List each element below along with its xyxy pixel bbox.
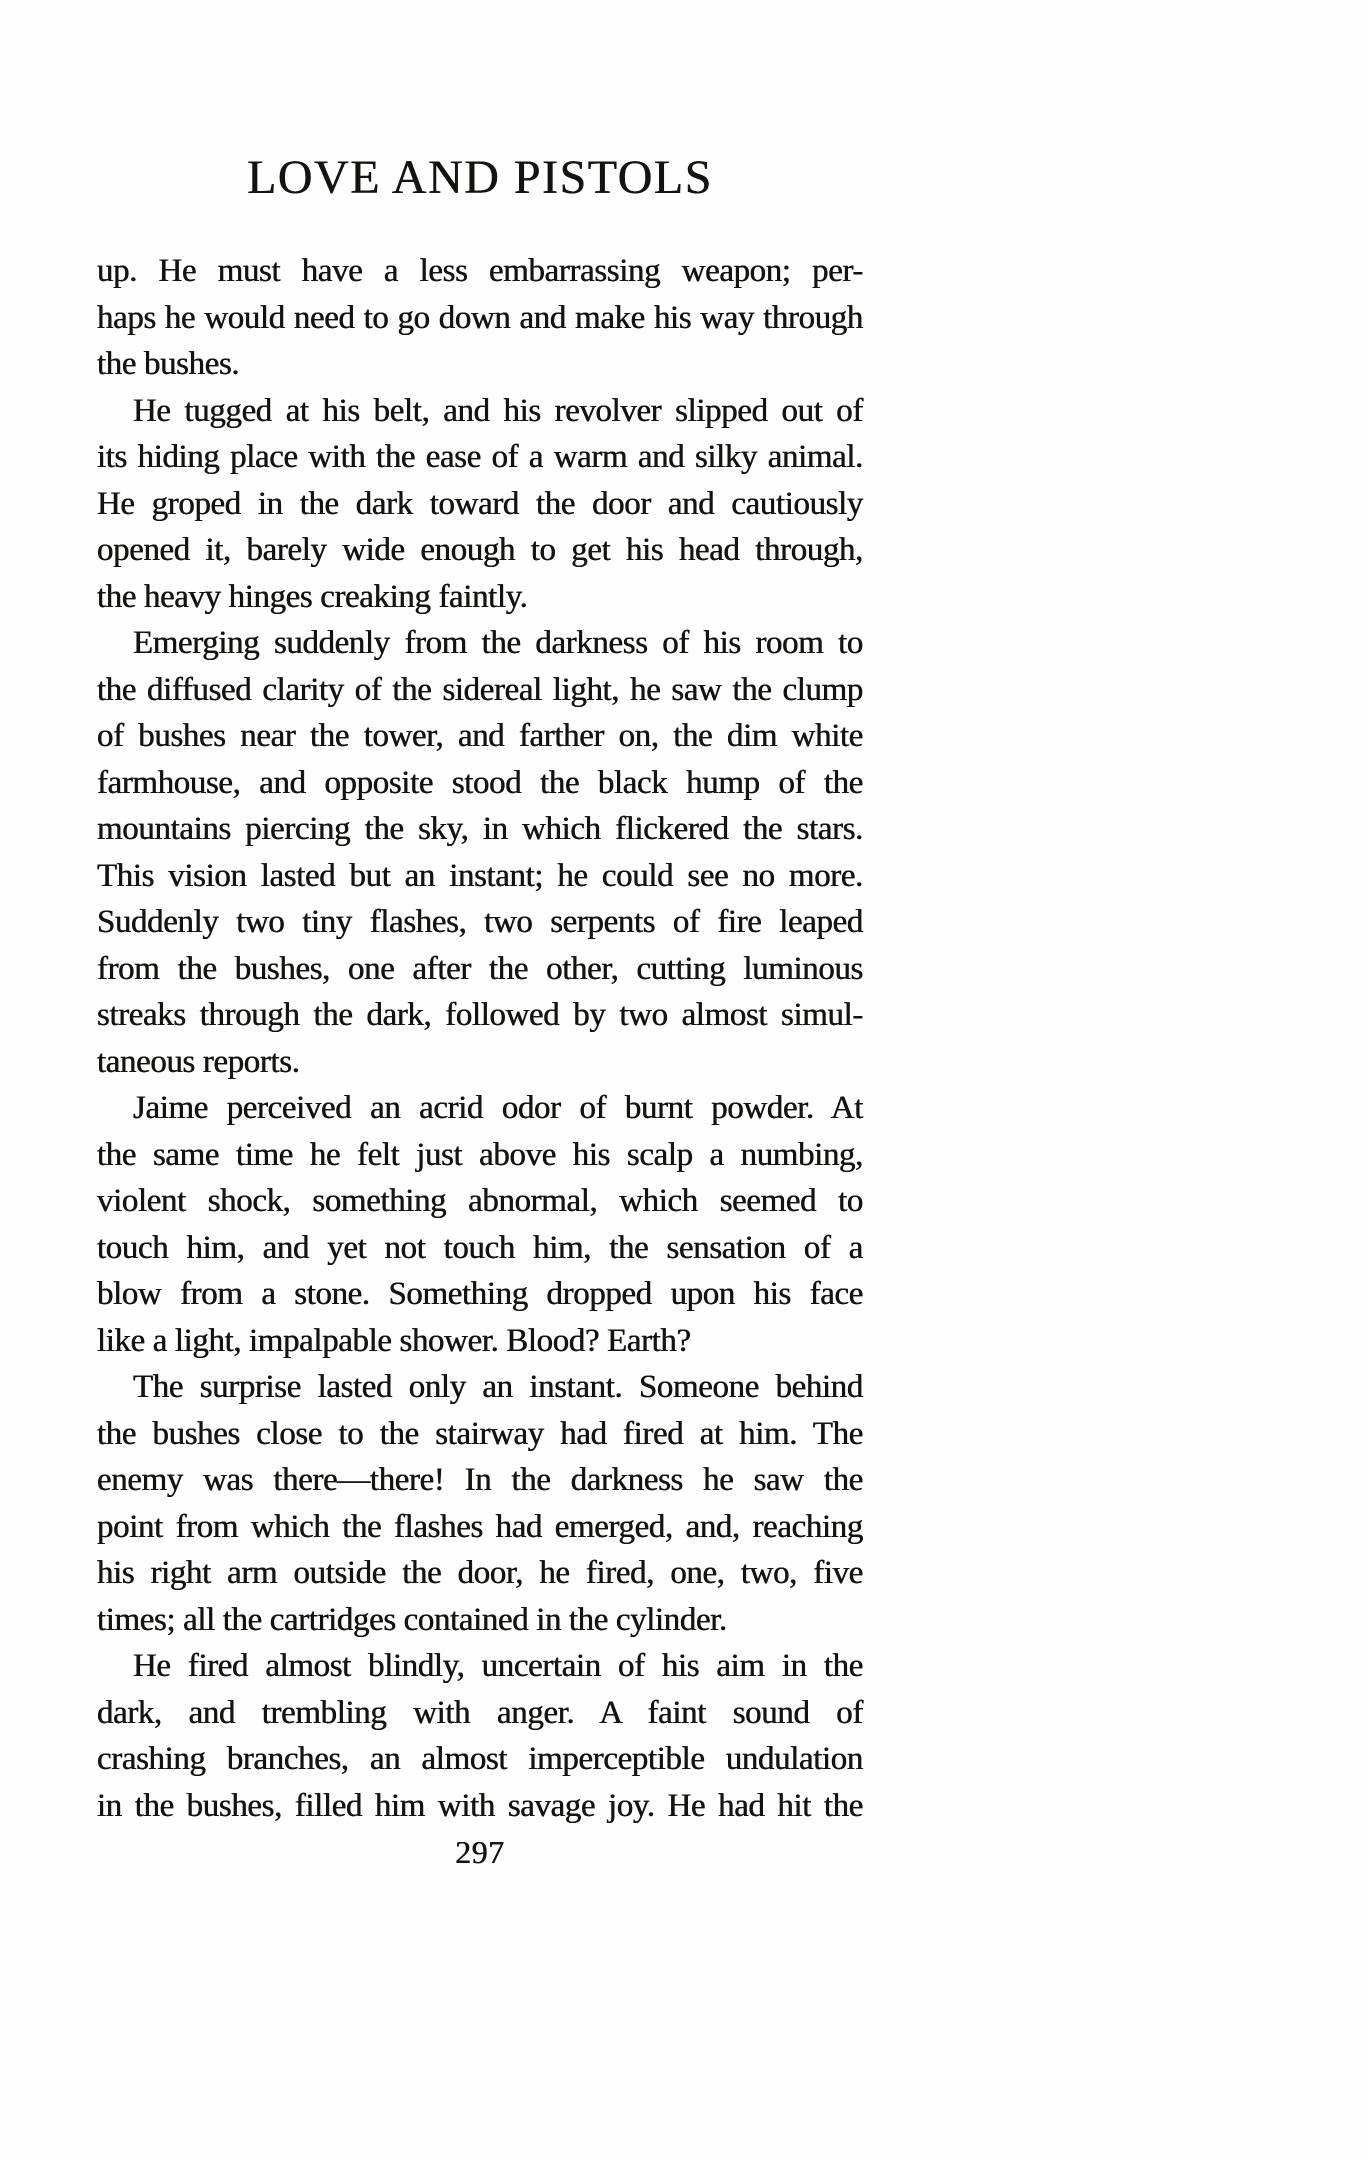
text-line: the bushes. bbox=[97, 346, 240, 382]
text-line: This vision lasted but an instant; he could see no more. bbox=[97, 857, 863, 894]
text-line: mountains piercing the sky, in which flickered the stars. bbox=[97, 811, 863, 847]
text-line: streaks through the dark, followed by two almost simul- bbox=[97, 997, 863, 1033]
text-line: crashing branches, an almost imperceptible undulation bbox=[97, 1741, 863, 1777]
text-line: from the bushes, one after the other, cutting luminous bbox=[97, 950, 863, 987]
text-line: opened it, barely wide enough to get his head through, bbox=[97, 532, 863, 568]
text-line: the same time he felt just above his scalp a numbing, bbox=[97, 1136, 863, 1173]
text-line: enemy was there—there! In the darkness he saw the bbox=[97, 1462, 863, 1498]
text-line: dark, and trembling with anger. A faint sound of bbox=[97, 1694, 863, 1731]
body-text bbox=[97, 248, 863, 1829]
text-line: up. He must have a less embarrassing weapon; per- bbox=[97, 253, 863, 289]
text-line: He groped in the dark toward the door and cautiously bbox=[97, 485, 863, 522]
text-line: like a light, impalpable shower. Blood? Earth? bbox=[97, 1322, 691, 1359]
text-line: times; all the cartridges contained in the cylinder. bbox=[97, 1601, 727, 1638]
text-line: violent shock, something abnormal, which seemed to bbox=[97, 1183, 863, 1219]
page-number: 297 bbox=[455, 1834, 505, 1870]
text-column bbox=[97, 151, 863, 1876]
text-line: the diffused clarity of the sidereal light, he saw the clump bbox=[97, 671, 863, 708]
text-line: in the bushes, filled him with savage joy. He had hit the bbox=[97, 1787, 863, 1824]
text-line: farmhouse, and opposite stood the black hump of the bbox=[97, 764, 863, 801]
text-line: He fired almost blindly, uncertain of his aim in the bbox=[133, 1648, 863, 1684]
text-line: The surprise lasted only an instant. Someone behind bbox=[133, 1369, 863, 1405]
text-line: taneous reports. bbox=[97, 1043, 300, 1080]
text-line: Jaime perceived an acrid odor of burnt powder. At bbox=[133, 1090, 863, 1126]
page-title: LOVE AND PISTOLS bbox=[247, 151, 713, 204]
text-line: haps he would need to go down and make his way through bbox=[97, 299, 863, 336]
text-line: of bushes near the tower, and farther on, the dim white bbox=[97, 718, 863, 754]
text-line: the bushes close to the stairway had fired at him. The bbox=[97, 1415, 863, 1452]
text-line: his right arm outside the door, he fired, one, two, five bbox=[97, 1555, 863, 1591]
text-line: Emerging suddenly from the darkness of his room to bbox=[133, 625, 863, 661]
text-line: point from which the flashes had emerged, and, reaching bbox=[97, 1508, 863, 1545]
text-line: blow from a stone. Something dropped upon his face bbox=[97, 1276, 863, 1312]
text-line: the heavy hinges creaking faintly. bbox=[97, 578, 528, 615]
text-line: its hiding place with the ease of a warm and silky animal. bbox=[97, 439, 863, 475]
text-line: Suddenly two tiny flashes, two serpents of fire leaped bbox=[97, 904, 863, 940]
text-line: He tugged at his belt, and his revolver slipped out of bbox=[133, 392, 863, 429]
text-line: touch him, and yet not touch him, the sensation of a bbox=[97, 1229, 863, 1266]
